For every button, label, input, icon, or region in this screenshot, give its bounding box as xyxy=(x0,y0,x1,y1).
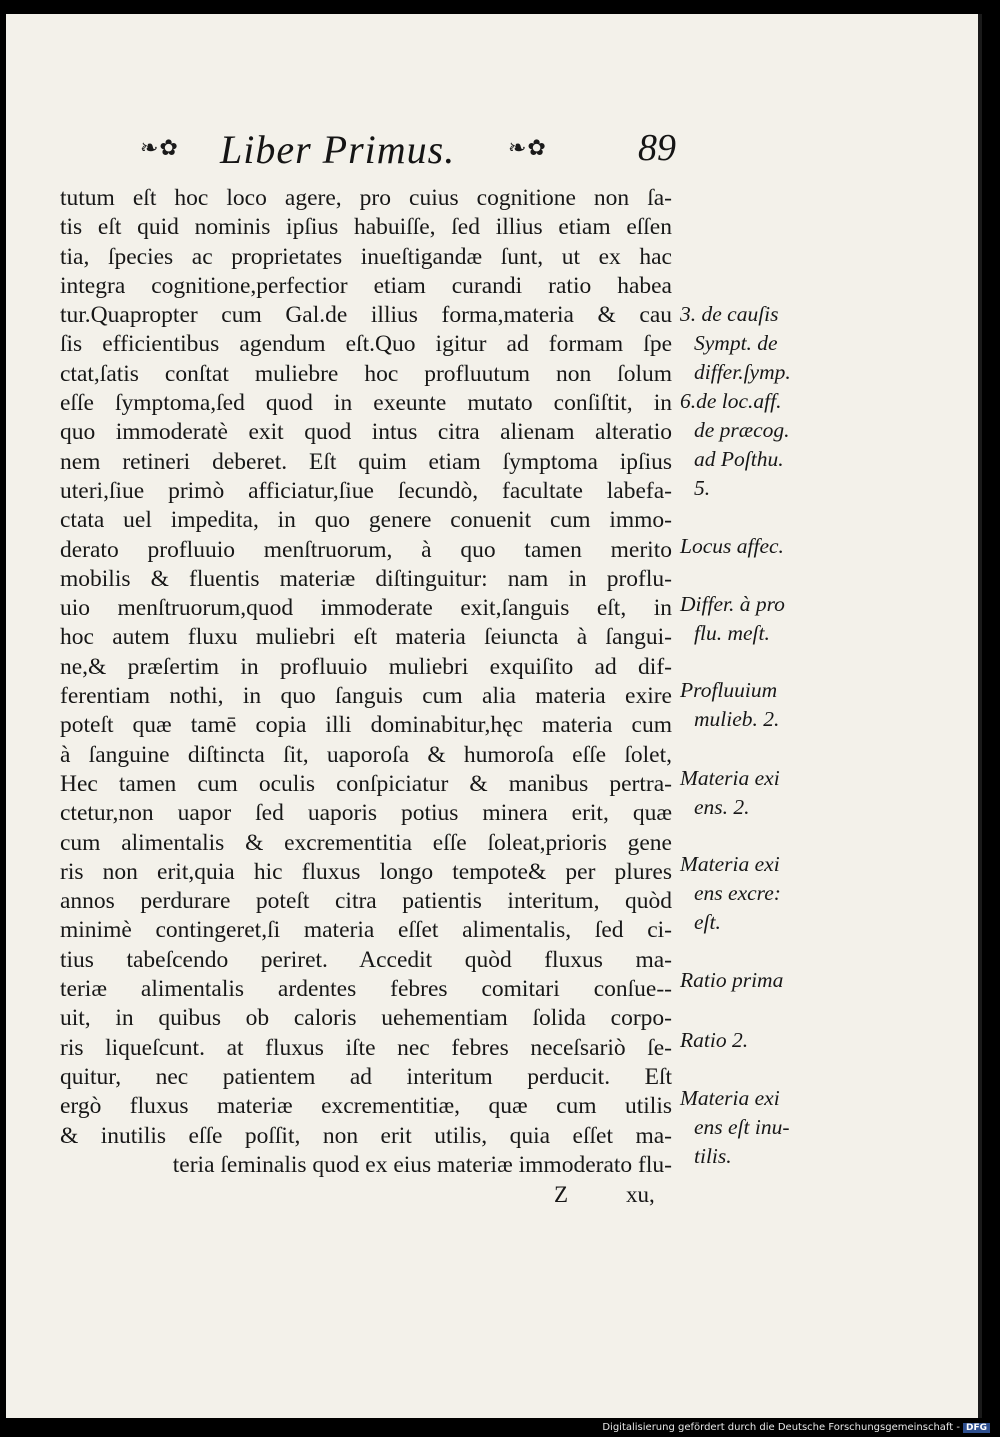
text-line: minimè contingeret,ſi materia eſſet alimentalis, ſed ci- xyxy=(60,917,672,944)
text-line: uteri,ſiue primò afficiatur,ſiue ſecundò, facultate labefa- xyxy=(60,477,672,504)
text-line: ris liqueſcunt. at fluxus iſte nec febres neceſsariò ſe- xyxy=(60,1034,672,1061)
text-line: quitur, nec patientem ad interitum perducit. Eſt xyxy=(60,1063,672,1090)
text-line: quo immoderatè exit quod intus citra alienam alteratio xyxy=(60,419,672,446)
body-text xyxy=(60,184,672,1180)
margin-note-ratio-prima: Ratio prima xyxy=(680,968,784,992)
margin-note-sources: 3. de cauſis Sympt. de differ.ſymp. 6.de loc.aff. de præcog. ad Poſthu. 5. xyxy=(680,302,791,500)
text-line: ris non erit,quia hic fluxus longo tempote& per plures xyxy=(60,858,672,885)
text-line: ne,& præſertim in profluuio muliebri exquiſito ad dif- xyxy=(60,653,672,680)
catchword: xu, xyxy=(626,1182,655,1207)
signature-mark: Z xyxy=(554,1182,569,1207)
margin-note-differentia: Differ. à pro flu. meſt. xyxy=(680,592,785,645)
margin-note-locus: Locus affec. xyxy=(680,534,784,558)
margin-note-materia-2: Materia exi ens excre: eſt. xyxy=(680,852,781,934)
running-header xyxy=(6,126,978,176)
text-line: cum alimentalis & excrementitia eſſe ſoleat,prioris gene xyxy=(60,829,672,856)
page-number: 89 xyxy=(638,127,676,169)
text-line: uio menſtruorum,quod immoderate exit,ſanguis eſt, in xyxy=(60,595,672,622)
text-line: ſis efficientibus agendum eſt.Quo igitur ad formam ſpe xyxy=(60,331,672,358)
text-line: mobilis & fluentis materiæ diſtinguitur: nam in proflu- xyxy=(60,565,672,592)
text-line: eſſe ſymptoma,ſed quod in exeunte mutato conſiſtit, in xyxy=(60,390,672,417)
text-line: tia, ſpecies ac proprietates inueſtigandæ ſunt, ut ex hac xyxy=(60,243,672,270)
text-line: tius tabeſcendo periret. Accedit quòd fluxus ma- xyxy=(60,946,672,973)
text-line: & inutilis eſſe poſſit, non erit utilis, quia eſſet ma- xyxy=(60,1122,672,1149)
text-line: hoc autem fluxu muliebri eſt materia ſeiuncta à ſangui- xyxy=(60,624,672,651)
text-line: teriæ alimentalis ardentes febres comitari conſue-- xyxy=(60,976,672,1003)
margin-note-materia-3: Materia exi ens eſt inu- tilis. xyxy=(680,1086,790,1168)
text-line: integra cognitione,perfectior etiam curandi ratio habea xyxy=(60,272,672,299)
text-line: poteſt quæ tamē copia illi dominabitur,hęc materia cum xyxy=(60,712,672,739)
book-page xyxy=(6,14,982,1418)
text-line: ergò fluxus materiæ excrementitiæ, quæ cum utilis xyxy=(60,1093,672,1120)
text-line: uit, in quibus ob caloris uehementiam ſolida corpo- xyxy=(60,1005,672,1032)
text-line: à ſanguine diſtincta ſit, uaporoſa & humoroſa eſſe ſolet, xyxy=(60,741,672,768)
text-line: tur.Quapropter cum Gal.de illius forma,materia & cau xyxy=(60,302,672,329)
text-line: Hec tamen cum oculis conſpiciatur & manibus pertra- xyxy=(60,770,672,797)
ornament-right-icon: ❧✿ xyxy=(508,136,547,161)
text-line: ctetur,non uapor ſed uaporis potius minera erit, quæ xyxy=(60,800,672,827)
margin-note-profluuium: Profluuium mulieb. 2. xyxy=(680,678,780,731)
text-line: nem retineri deberet. Eſt quim etiam ſymptoma ipſius xyxy=(60,448,672,475)
text-line: ctat,ſatis conſtat muliebre hoc profluutum non ſolum xyxy=(60,360,672,387)
text-line: tis eſt quid nominis ipſius habuiſſe, ſed illius etiam eſſen xyxy=(60,214,672,241)
text-line: tutum eſt hoc loco agere, pro cuius cognitione non ſa- xyxy=(60,185,672,211)
ornament-left-icon: ❧✿ xyxy=(140,136,179,161)
text-line: teria ſeminalis quod ex eius materiæ immoderato flu- xyxy=(172,1151,672,1178)
text-line: annos perdurare poteſt citra patientis interitum, quòd xyxy=(60,888,672,915)
margin-note-materia-1: Materia exi ens. 2. xyxy=(680,766,780,819)
running-title: Liber Primus. xyxy=(220,127,456,172)
margin-note-ratio-2: Ratio 2. xyxy=(680,1028,749,1052)
text-line: derato profluuio menſtruorum, à quo tamen merito xyxy=(60,536,672,563)
text-line: ferentiam nothi, in quo ſanguis cum alia materia exire xyxy=(60,683,672,710)
dfg-logo-icon: DFG xyxy=(963,1423,990,1433)
digitization-credit xyxy=(602,1422,990,1433)
text-line: ctata uel impedita, in quo genere conuenit cum immo- xyxy=(60,507,672,534)
credit-text: Digitalisierung gefördert durch die Deutsche Forschungsgemeinschaft - xyxy=(602,1422,960,1433)
